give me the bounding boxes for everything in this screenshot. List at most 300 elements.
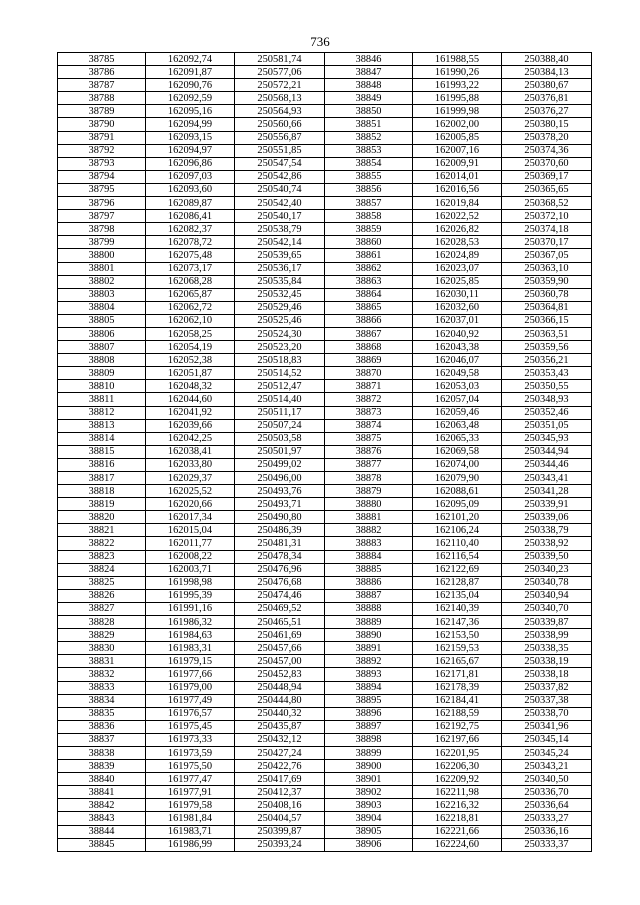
point-number-cell: 38812 xyxy=(58,406,146,419)
coordinates-table xyxy=(57,52,592,852)
x-coordinate-cell: 162051,87 xyxy=(146,367,235,380)
x-coordinate-cell: 162073,17 xyxy=(146,262,235,275)
y-coordinate-cell: 250345,24 xyxy=(502,746,592,759)
x-coordinate-cell: 161975,45 xyxy=(146,720,235,733)
y-coordinate-cell: 250374,36 xyxy=(502,144,592,157)
y-coordinate-cell: 250532,45 xyxy=(235,288,325,301)
x-coordinate-cell: 162062,10 xyxy=(146,314,235,327)
point-number-cell: 38841 xyxy=(58,786,146,799)
y-coordinate-cell: 250339,87 xyxy=(502,616,592,629)
y-coordinate-cell: 250364,81 xyxy=(502,301,592,314)
point-number-cell: 38892 xyxy=(325,655,413,668)
x-coordinate-cell: 161979,00 xyxy=(146,681,235,694)
y-coordinate-cell: 250539,65 xyxy=(235,249,325,262)
x-coordinate-cell: 162042,25 xyxy=(146,432,235,445)
x-coordinate-cell: 162128,87 xyxy=(413,576,502,589)
table-row xyxy=(58,799,592,812)
y-coordinate-cell: 250337,38 xyxy=(502,694,592,707)
y-coordinate-cell: 250512,47 xyxy=(235,380,325,393)
point-number-cell: 38862 xyxy=(325,262,413,275)
table-row xyxy=(58,550,592,563)
point-number-cell: 38848 xyxy=(325,79,413,92)
x-coordinate-cell: 161986,32 xyxy=(146,616,235,629)
y-coordinate-cell: 250360,78 xyxy=(502,288,592,301)
x-coordinate-cell: 162092,74 xyxy=(146,53,235,66)
x-coordinate-cell: 162039,66 xyxy=(146,419,235,432)
point-number-cell: 38805 xyxy=(58,314,146,327)
x-coordinate-cell: 162091,87 xyxy=(146,66,235,79)
x-coordinate-cell: 162022,52 xyxy=(413,210,502,223)
point-number-cell: 38807 xyxy=(58,341,146,354)
y-coordinate-cell: 250380,15 xyxy=(502,118,592,131)
y-coordinate-cell: 250339,91 xyxy=(502,498,592,511)
table-row xyxy=(58,341,592,354)
table-row xyxy=(58,681,592,694)
point-number-cell: 38798 xyxy=(58,223,146,236)
x-coordinate-cell: 161973,59 xyxy=(146,746,235,759)
point-number-cell: 38888 xyxy=(325,602,413,615)
x-coordinate-cell: 161986,99 xyxy=(146,838,235,851)
table-row xyxy=(58,157,592,170)
coordinates-table-body xyxy=(58,53,592,852)
y-coordinate-cell: 250365,65 xyxy=(502,183,592,196)
point-number-cell: 38828 xyxy=(58,616,146,629)
y-coordinate-cell: 250465,51 xyxy=(235,616,325,629)
table-row xyxy=(58,733,592,746)
x-coordinate-cell: 162068,28 xyxy=(146,275,235,288)
point-number-cell: 38857 xyxy=(325,197,413,210)
x-coordinate-cell: 162019,84 xyxy=(413,197,502,210)
x-coordinate-cell: 162011,77 xyxy=(146,537,235,550)
y-coordinate-cell: 250336,16 xyxy=(502,825,592,838)
point-number-cell: 38884 xyxy=(325,550,413,563)
point-number-cell: 38866 xyxy=(325,314,413,327)
x-coordinate-cell: 161979,15 xyxy=(146,655,235,668)
x-coordinate-cell: 162095,09 xyxy=(413,498,502,511)
y-coordinate-cell: 250440,32 xyxy=(235,707,325,720)
x-coordinate-cell: 162014,01 xyxy=(413,170,502,183)
point-number-cell: 38889 xyxy=(325,616,413,629)
point-number-cell: 38838 xyxy=(58,746,146,759)
point-number-cell: 38855 xyxy=(325,170,413,183)
y-coordinate-cell: 250338,19 xyxy=(502,655,592,668)
table-row xyxy=(58,629,592,642)
x-coordinate-cell: 162171,81 xyxy=(413,668,502,681)
x-coordinate-cell: 161999,98 xyxy=(413,105,502,118)
y-coordinate-cell: 250501,97 xyxy=(235,445,325,458)
y-coordinate-cell: 250478,34 xyxy=(235,550,325,563)
point-number-cell: 38804 xyxy=(58,301,146,314)
point-number-cell: 38827 xyxy=(58,602,146,615)
y-coordinate-cell: 250507,24 xyxy=(235,419,325,432)
x-coordinate-cell: 162008,22 xyxy=(146,550,235,563)
point-number-cell: 38806 xyxy=(58,327,146,340)
point-number-cell: 38861 xyxy=(325,249,413,262)
y-coordinate-cell: 250378,20 xyxy=(502,131,592,144)
table-row xyxy=(58,537,592,550)
table-row xyxy=(58,183,592,196)
y-coordinate-cell: 250336,70 xyxy=(502,786,592,799)
x-coordinate-cell: 162153,50 xyxy=(413,629,502,642)
point-number-cell: 38818 xyxy=(58,485,146,498)
x-coordinate-cell: 162178,39 xyxy=(413,681,502,694)
x-coordinate-cell: 161977,47 xyxy=(146,773,235,786)
y-coordinate-cell: 250560,66 xyxy=(235,118,325,131)
y-coordinate-cell: 250356,21 xyxy=(502,354,592,367)
y-coordinate-cell: 250388,40 xyxy=(502,53,592,66)
point-number-cell: 38834 xyxy=(58,694,146,707)
x-coordinate-cell: 161977,66 xyxy=(146,668,235,681)
point-number-cell: 38797 xyxy=(58,210,146,223)
x-coordinate-cell: 162095,16 xyxy=(146,105,235,118)
x-coordinate-cell: 162092,59 xyxy=(146,92,235,105)
x-coordinate-cell: 161983,31 xyxy=(146,642,235,655)
y-coordinate-cell: 250493,71 xyxy=(235,498,325,511)
x-coordinate-cell: 162147,36 xyxy=(413,616,502,629)
point-number-cell: 38873 xyxy=(325,406,413,419)
point-number-cell: 38858 xyxy=(325,210,413,223)
point-number-cell: 38831 xyxy=(58,655,146,668)
y-coordinate-cell: 250370,60 xyxy=(502,157,592,170)
x-coordinate-cell: 161984,63 xyxy=(146,629,235,642)
x-coordinate-cell: 162086,41 xyxy=(146,210,235,223)
y-coordinate-cell: 250374,18 xyxy=(502,223,592,236)
x-coordinate-cell: 162097,03 xyxy=(146,170,235,183)
x-coordinate-cell: 162093,15 xyxy=(146,131,235,144)
table-row xyxy=(58,655,592,668)
point-number-cell: 38883 xyxy=(325,537,413,550)
table-row xyxy=(58,118,592,131)
y-coordinate-cell: 250376,27 xyxy=(502,105,592,118)
point-number-cell: 38885 xyxy=(325,563,413,576)
point-number-cell: 38847 xyxy=(325,66,413,79)
y-coordinate-cell: 250367,05 xyxy=(502,249,592,262)
y-coordinate-cell: 250376,81 xyxy=(502,92,592,105)
table-row xyxy=(58,380,592,393)
point-number-cell: 38875 xyxy=(325,432,413,445)
table-row xyxy=(58,589,592,602)
point-number-cell: 38843 xyxy=(58,812,146,825)
y-coordinate-cell: 250353,43 xyxy=(502,367,592,380)
table-row xyxy=(58,79,592,92)
x-coordinate-cell: 162037,01 xyxy=(413,314,502,327)
y-coordinate-cell: 250384,13 xyxy=(502,66,592,79)
point-number-cell: 38802 xyxy=(58,275,146,288)
x-coordinate-cell: 162052,38 xyxy=(146,354,235,367)
x-coordinate-cell: 162096,86 xyxy=(146,157,235,170)
point-number-cell: 38824 xyxy=(58,563,146,576)
x-coordinate-cell: 162053,03 xyxy=(413,380,502,393)
point-number-cell: 38895 xyxy=(325,694,413,707)
table-row xyxy=(58,275,592,288)
y-coordinate-cell: 250542,86 xyxy=(235,170,325,183)
x-coordinate-cell: 162007,16 xyxy=(413,144,502,157)
point-number-cell: 38787 xyxy=(58,79,146,92)
point-number-cell: 38860 xyxy=(325,236,413,249)
y-coordinate-cell: 250408,16 xyxy=(235,799,325,812)
point-number-cell: 38815 xyxy=(58,445,146,458)
y-coordinate-cell: 250340,78 xyxy=(502,576,592,589)
x-coordinate-cell: 162003,71 xyxy=(146,563,235,576)
point-number-cell: 38904 xyxy=(325,812,413,825)
point-number-cell: 38905 xyxy=(325,825,413,838)
y-coordinate-cell: 250547,54 xyxy=(235,157,325,170)
point-number-cell: 38823 xyxy=(58,550,146,563)
x-coordinate-cell: 162065,33 xyxy=(413,432,502,445)
x-coordinate-cell: 162188,59 xyxy=(413,707,502,720)
point-number-cell: 38906 xyxy=(325,838,413,851)
point-number-cell: 38899 xyxy=(325,746,413,759)
y-coordinate-cell: 250344,94 xyxy=(502,445,592,458)
point-number-cell: 38826 xyxy=(58,589,146,602)
y-coordinate-cell: 250404,57 xyxy=(235,812,325,825)
point-number-cell: 38864 xyxy=(325,288,413,301)
point-number-cell: 38871 xyxy=(325,380,413,393)
point-number-cell: 38870 xyxy=(325,367,413,380)
x-coordinate-cell: 161998,98 xyxy=(146,576,235,589)
y-coordinate-cell: 250333,27 xyxy=(502,812,592,825)
y-coordinate-cell: 250444,80 xyxy=(235,694,325,707)
point-number-cell: 38891 xyxy=(325,642,413,655)
y-coordinate-cell: 250340,94 xyxy=(502,589,592,602)
table-row xyxy=(58,105,592,118)
table-row xyxy=(58,746,592,759)
x-coordinate-cell: 162184,41 xyxy=(413,694,502,707)
point-number-cell: 38879 xyxy=(325,485,413,498)
table-row xyxy=(58,432,592,445)
point-number-cell: 38800 xyxy=(58,249,146,262)
x-coordinate-cell: 162048,32 xyxy=(146,380,235,393)
point-number-cell: 38794 xyxy=(58,170,146,183)
x-coordinate-cell: 162135,04 xyxy=(413,589,502,602)
y-coordinate-cell: 250338,92 xyxy=(502,537,592,550)
point-number-cell: 38854 xyxy=(325,157,413,170)
point-number-cell: 38801 xyxy=(58,262,146,275)
y-coordinate-cell: 250366,15 xyxy=(502,314,592,327)
x-coordinate-cell: 162069,58 xyxy=(413,445,502,458)
x-coordinate-cell: 162041,92 xyxy=(146,406,235,419)
x-coordinate-cell: 162221,66 xyxy=(413,825,502,838)
x-coordinate-cell: 162030,11 xyxy=(413,288,502,301)
x-coordinate-cell: 162159,53 xyxy=(413,642,502,655)
point-number-cell: 38890 xyxy=(325,629,413,642)
table-row xyxy=(58,720,592,733)
x-coordinate-cell: 162122,69 xyxy=(413,563,502,576)
point-number-cell: 38819 xyxy=(58,498,146,511)
point-number-cell: 38832 xyxy=(58,668,146,681)
y-coordinate-cell: 250536,17 xyxy=(235,262,325,275)
table-row xyxy=(58,668,592,681)
point-number-cell: 38872 xyxy=(325,393,413,406)
point-number-cell: 38814 xyxy=(58,432,146,445)
x-coordinate-cell: 162082,37 xyxy=(146,223,235,236)
point-number-cell: 38856 xyxy=(325,183,413,196)
y-coordinate-cell: 250551,85 xyxy=(235,144,325,157)
y-coordinate-cell: 250372,10 xyxy=(502,210,592,223)
y-coordinate-cell: 250556,87 xyxy=(235,131,325,144)
table-row xyxy=(58,786,592,799)
x-coordinate-cell: 162015,04 xyxy=(146,524,235,537)
x-coordinate-cell: 162025,85 xyxy=(413,275,502,288)
table-row xyxy=(58,301,592,314)
point-number-cell: 38846 xyxy=(325,53,413,66)
point-number-cell: 38845 xyxy=(58,838,146,851)
y-coordinate-cell: 250351,05 xyxy=(502,419,592,432)
point-number-cell: 38792 xyxy=(58,144,146,157)
x-coordinate-cell: 162094,99 xyxy=(146,118,235,131)
table-row xyxy=(58,563,592,576)
y-coordinate-cell: 250432,12 xyxy=(235,733,325,746)
table-row xyxy=(58,262,592,275)
y-coordinate-cell: 250525,46 xyxy=(235,314,325,327)
y-coordinate-cell: 250345,93 xyxy=(502,432,592,445)
y-coordinate-cell: 250369,17 xyxy=(502,170,592,183)
point-number-cell: 38820 xyxy=(58,511,146,524)
point-number-cell: 38793 xyxy=(58,157,146,170)
x-coordinate-cell: 161979,58 xyxy=(146,799,235,812)
point-number-cell: 38803 xyxy=(58,288,146,301)
point-number-cell: 38874 xyxy=(325,419,413,432)
table-row xyxy=(58,642,592,655)
point-number-cell: 38822 xyxy=(58,537,146,550)
y-coordinate-cell: 250499,02 xyxy=(235,458,325,471)
x-coordinate-cell: 162023,07 xyxy=(413,262,502,275)
point-number-cell: 38790 xyxy=(58,118,146,131)
point-number-cell: 38844 xyxy=(58,825,146,838)
table-row xyxy=(58,144,592,157)
y-coordinate-cell: 250490,80 xyxy=(235,511,325,524)
y-coordinate-cell: 250452,83 xyxy=(235,668,325,681)
x-coordinate-cell: 162201,95 xyxy=(413,746,502,759)
table-row xyxy=(58,327,592,340)
x-coordinate-cell: 162110,40 xyxy=(413,537,502,550)
y-coordinate-cell: 250469,52 xyxy=(235,602,325,615)
x-coordinate-cell: 162197,66 xyxy=(413,733,502,746)
table-row xyxy=(58,236,592,249)
table-row xyxy=(58,445,592,458)
point-number-cell: 38859 xyxy=(325,223,413,236)
point-number-cell: 38789 xyxy=(58,105,146,118)
y-coordinate-cell: 250523,20 xyxy=(235,341,325,354)
x-coordinate-cell: 161981,84 xyxy=(146,812,235,825)
y-coordinate-cell: 250417,69 xyxy=(235,773,325,786)
x-coordinate-cell: 161977,91 xyxy=(146,786,235,799)
y-coordinate-cell: 250393,24 xyxy=(235,838,325,851)
x-coordinate-cell: 162057,04 xyxy=(413,393,502,406)
y-coordinate-cell: 250359,56 xyxy=(502,341,592,354)
x-coordinate-cell: 162075,48 xyxy=(146,249,235,262)
x-coordinate-cell: 161973,33 xyxy=(146,733,235,746)
x-coordinate-cell: 162062,72 xyxy=(146,301,235,314)
point-number-cell: 38817 xyxy=(58,472,146,485)
point-number-cell: 38799 xyxy=(58,236,146,249)
table-row xyxy=(58,367,592,380)
y-coordinate-cell: 250457,66 xyxy=(235,642,325,655)
x-coordinate-cell: 162079,90 xyxy=(413,472,502,485)
point-number-cell: 38887 xyxy=(325,589,413,602)
x-coordinate-cell: 161988,55 xyxy=(413,53,502,66)
x-coordinate-cell: 162224,60 xyxy=(413,838,502,851)
x-coordinate-cell: 162032,60 xyxy=(413,301,502,314)
y-coordinate-cell: 250380,67 xyxy=(502,79,592,92)
table-row xyxy=(58,511,592,524)
y-coordinate-cell: 250399,87 xyxy=(235,825,325,838)
y-coordinate-cell: 250340,23 xyxy=(502,563,592,576)
x-coordinate-cell: 162216,32 xyxy=(413,799,502,812)
table-row xyxy=(58,694,592,707)
x-coordinate-cell: 162093,60 xyxy=(146,183,235,196)
y-coordinate-cell: 250503,58 xyxy=(235,432,325,445)
y-coordinate-cell: 250514,40 xyxy=(235,393,325,406)
x-coordinate-cell: 161983,71 xyxy=(146,825,235,838)
y-coordinate-cell: 250352,46 xyxy=(502,406,592,419)
x-coordinate-cell: 162211,98 xyxy=(413,786,502,799)
table-row xyxy=(58,314,592,327)
table-row xyxy=(58,707,592,720)
table-row xyxy=(58,616,592,629)
point-number-cell: 38825 xyxy=(58,576,146,589)
point-number-cell: 38811 xyxy=(58,393,146,406)
point-number-cell: 38835 xyxy=(58,707,146,720)
x-coordinate-cell: 162101,20 xyxy=(413,511,502,524)
table-row xyxy=(58,485,592,498)
y-coordinate-cell: 250345,14 xyxy=(502,733,592,746)
y-coordinate-cell: 250339,50 xyxy=(502,550,592,563)
y-coordinate-cell: 250476,96 xyxy=(235,563,325,576)
point-number-cell: 38833 xyxy=(58,681,146,694)
x-coordinate-cell: 162218,81 xyxy=(413,812,502,825)
table-row xyxy=(58,288,592,301)
point-number-cell: 38839 xyxy=(58,760,146,773)
table-row xyxy=(58,406,592,419)
y-coordinate-cell: 250339,06 xyxy=(502,511,592,524)
point-number-cell: 38816 xyxy=(58,458,146,471)
y-coordinate-cell: 250348,93 xyxy=(502,393,592,406)
point-number-cell: 38903 xyxy=(325,799,413,812)
point-number-cell: 38810 xyxy=(58,380,146,393)
point-number-cell: 38837 xyxy=(58,733,146,746)
point-number-cell: 38897 xyxy=(325,720,413,733)
point-number-cell: 38865 xyxy=(325,301,413,314)
y-coordinate-cell: 250542,40 xyxy=(235,197,325,210)
y-coordinate-cell: 250344,46 xyxy=(502,458,592,471)
table-row xyxy=(58,354,592,367)
point-number-cell: 38863 xyxy=(325,275,413,288)
point-number-cell: 38881 xyxy=(325,511,413,524)
table-row xyxy=(58,131,592,144)
y-coordinate-cell: 250333,37 xyxy=(502,838,592,851)
x-coordinate-cell: 162059,46 xyxy=(413,406,502,419)
page-number: 736 xyxy=(310,34,330,49)
x-coordinate-cell: 162058,25 xyxy=(146,327,235,340)
y-coordinate-cell: 250363,51 xyxy=(502,327,592,340)
x-coordinate-cell: 161995,39 xyxy=(146,589,235,602)
x-coordinate-cell: 162065,87 xyxy=(146,288,235,301)
x-coordinate-cell: 162094,97 xyxy=(146,144,235,157)
table-row xyxy=(58,472,592,485)
x-coordinate-cell: 162074,00 xyxy=(413,458,502,471)
y-coordinate-cell: 250581,74 xyxy=(235,53,325,66)
y-coordinate-cell: 250457,00 xyxy=(235,655,325,668)
x-coordinate-cell: 162016,56 xyxy=(413,183,502,196)
point-number-cell: 38850 xyxy=(325,105,413,118)
y-coordinate-cell: 250427,24 xyxy=(235,746,325,759)
table-row xyxy=(58,498,592,511)
point-number-cell: 38898 xyxy=(325,733,413,746)
x-coordinate-cell: 162054,19 xyxy=(146,341,235,354)
y-coordinate-cell: 250540,17 xyxy=(235,210,325,223)
table-row xyxy=(58,602,592,615)
